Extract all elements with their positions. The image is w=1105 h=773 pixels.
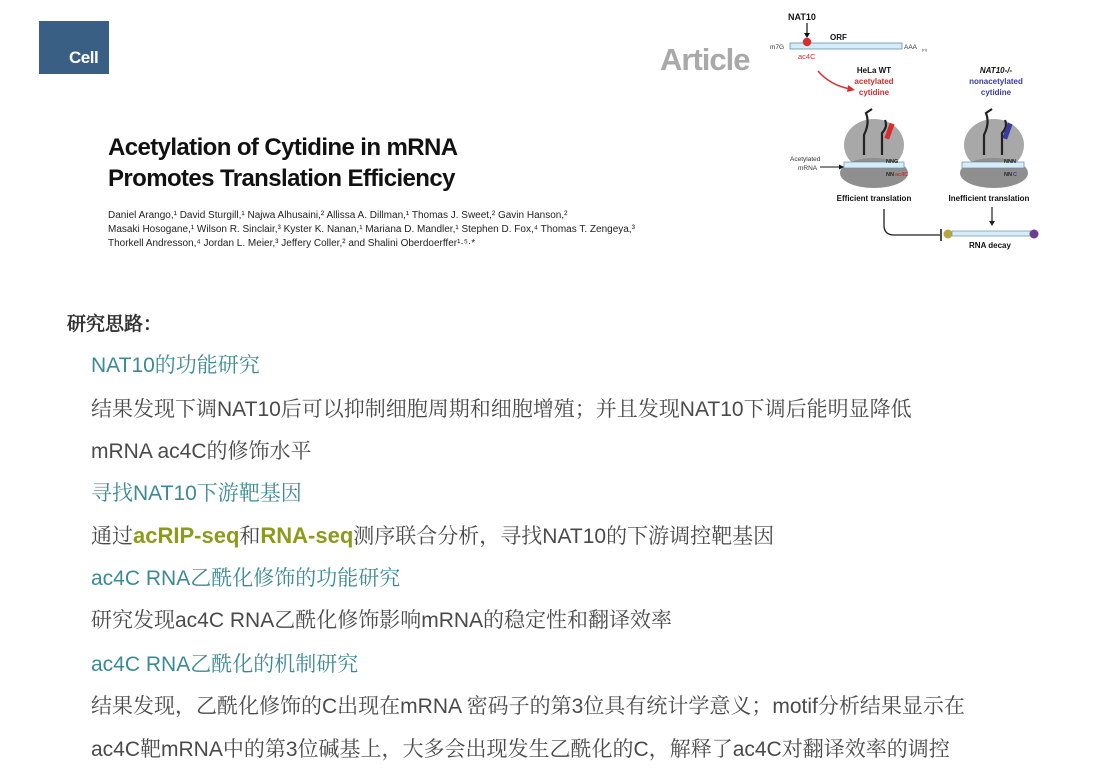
nat10-arrow-head bbox=[804, 33, 810, 38]
topic-nat10-function: NAT10的功能研究 bbox=[91, 354, 260, 377]
topic-target-genes: 寻找NAT10下游靶基因 bbox=[91, 482, 302, 505]
result-line-3: 研究发现ac4C RNA乙酰化修饰影响mRNA的稳定性和翻译效率 bbox=[91, 609, 673, 632]
ko-ribosome bbox=[960, 109, 1028, 188]
ko-subtitle-2: cytidine bbox=[980, 88, 1012, 97]
inefficient-translation-label: Inefficient translation bbox=[948, 194, 1030, 203]
rna-seq-highlight: RNA-seq bbox=[260, 523, 354, 548]
aaa-subscript: (n) bbox=[922, 47, 927, 52]
acrip-seq-highlight: acRIP-seq bbox=[133, 523, 240, 548]
red-curved-arrow bbox=[818, 71, 850, 89]
author-list bbox=[108, 209, 635, 251]
result-line-2: mRNA ac4C的修饰水平 bbox=[91, 440, 312, 463]
result-line-4: 结果发现，乙酰化修饰的C出现在mRNA 密码子的第3位具有统计学意义；motif分析结果显示在 bbox=[91, 695, 965, 718]
acetylated-mrna-label-1: Acetylated bbox=[790, 156, 821, 163]
result-line-5: ac4C靶mRNA中的第3位碱基上，大多会出现发生乙酰化的C，解释了ac4C对翻译效率的调控 bbox=[91, 738, 950, 761]
article-type-label: Article bbox=[660, 42, 750, 77]
nat10-label: NAT10 bbox=[788, 12, 816, 22]
section-heading: 研究思路： bbox=[67, 314, 163, 335]
topic-ac4c-function: ac4C RNA乙酰化修饰的功能研究 bbox=[91, 567, 401, 590]
orf-label: ORF bbox=[830, 33, 847, 42]
journal-logo bbox=[39, 21, 109, 74]
method-line bbox=[91, 520, 774, 550]
ac4c-dot bbox=[803, 38, 811, 46]
ko-codon-bottom-nn: NN bbox=[1004, 172, 1012, 178]
wt-codon-bottom-ac4c: ac4C bbox=[895, 172, 909, 178]
wt-codon-bottom-nn: NN bbox=[886, 172, 894, 178]
paper-title-line-1: Acetylation of Cytidine in mRNA bbox=[108, 134, 458, 161]
ko-codon-top: NNN bbox=[1004, 159, 1016, 165]
inhibition-line bbox=[884, 209, 940, 235]
ko-title: NAT10-/- bbox=[979, 66, 1013, 75]
topic-ac4c-mechanism: ac4C RNA乙酰化的机制研究 bbox=[91, 653, 359, 676]
paper-title-line-2: Promotes Translation Efficiency bbox=[108, 165, 455, 192]
decay-mrna-bar bbox=[952, 231, 1032, 236]
decay-arrow-head bbox=[989, 221, 995, 226]
decay-cap-dot bbox=[944, 230, 953, 239]
ko-subtitle-1: nonacetylated bbox=[969, 77, 1023, 86]
author-line-3: Thorkell Andresson,⁴ Jordan L. Meier,³ Jeffery Coller,² and Shalini Oberdoerffer¹·⁵·* bbox=[108, 238, 476, 249]
wt-subtitle-1: acetylated bbox=[854, 77, 894, 86]
ac4c-label: ac4C bbox=[798, 52, 816, 61]
wt-title: HeLa WT bbox=[856, 66, 892, 75]
method-suffix: 测序联合分析，寻找NAT10的下游调控靶基因 bbox=[353, 525, 775, 548]
decay-end-dot bbox=[1030, 230, 1039, 239]
author-line-2: Masaki Hosogane,¹ Wilson R. Sinclair,³ Kyster K. Nanan,¹ Mariana D. Mandler,¹ Stephen D. Fox,⁴ Thomas T. Zengeya,³ bbox=[108, 224, 635, 235]
graphical-abstract bbox=[760, 5, 1060, 260]
red-arrow-head bbox=[847, 85, 855, 92]
wt-subtitle-2: cytidine bbox=[858, 88, 890, 97]
m7g-label: m7G bbox=[770, 44, 785, 51]
paper-title bbox=[108, 132, 457, 194]
acetylated-mrna-label-2: mRNA bbox=[798, 165, 818, 172]
method-prefix: 通过 bbox=[91, 525, 133, 548]
rna-decay-label: RNA decay bbox=[969, 241, 1011, 250]
author-line-1: Daniel Arango,¹ David Sturgill,¹ Najwa Alhusaini,² Allissa A. Dillman,¹ Thomas J. Sweet,² Gavin Hanson,² bbox=[108, 210, 568, 221]
ko-codon-bottom-c: C bbox=[1013, 172, 1017, 178]
method-mid: 和 bbox=[239, 525, 261, 548]
efficient-translation-label: Efficient translation bbox=[836, 194, 912, 203]
result-line-1: 结果发现下调NAT10后可以抑制细胞周期和细胞增殖；并且发现NAT10下调后能明显降低 bbox=[91, 398, 912, 421]
aaa-label: AAA bbox=[904, 44, 918, 51]
journal-logo-text: Cell bbox=[69, 48, 99, 67]
wt-codon-top: NNG bbox=[886, 159, 899, 165]
